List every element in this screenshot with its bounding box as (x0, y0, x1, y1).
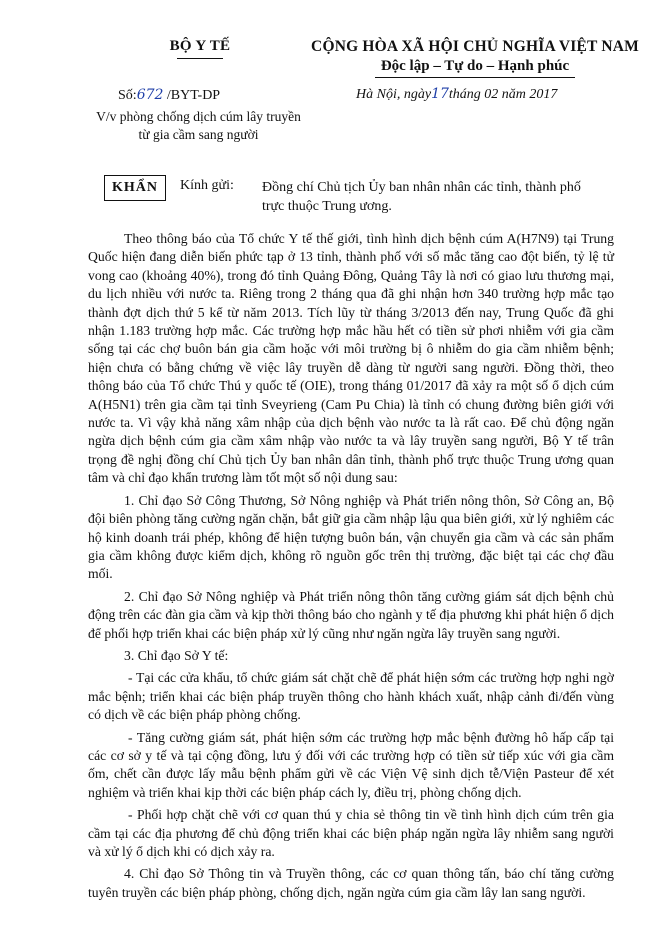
urgency-stamp: KHẨN (104, 175, 166, 201)
national-header-block (300, 38, 650, 78)
intro-paragraph: Theo thông báo của Tổ chức Y tế thế giới, tình hình dịch bệnh cúm A(H7N9) tại Trung Quốc hiện đang diễn biến phức tạp ở 13 tỉnh, thành phố với số mắc tăng cao đột biến, tỷ lệ tử vong cao (khoảng 40%), trong đó tỉnh Quảng Đông, Quảng Tây là nơi có giao lưu thương mại, du lịch nhiều với nước ta. Riêng trong 2 tháng qua đã ghi nhận hơn 340 trường hợp mắc tạo thành đợt dịch thứ 5 kể từ năm 2013. Tích lũy từ tháng 3/2013 đến nay, Trung Quốc đã ghi nhận 1.183 trường hợp mắc. Các trường hợp mắc hầu hết có tiền sử phơi nhiễm với gia cầm sống tại các chợ buôn bán gia cầm hoặc với môi trường bị ô nhiễm do gia cầm nhiễm bệnh; hiện chưa có bằng chứng về việc lây truyền dễ dàng từ người sang người. Đồng thời, theo thông báo của Tổ chức Thú y quốc tế (OIE), trong tháng 01/2017 đã xảy ra một số ổ dịch cúm A(H5N1) trên gia cầm tại tỉnh Sveyrieng (Cam Pu Chia) là tỉnh có chung đường biên giới với nước ta. Vì vậy khả năng xâm nhập của dịch bệnh vào nước ta là rất cao. Để chủ động ngăn ngừa dịch bệnh cúm gia cầm xâm nhập vào nước ta và lây truyền sang người, Bộ Y tế trân trọng đề nghị đồng chí Chủ tịch Ủy ban nhân dân tỉnh, thành phố trực thuộc Trung ương quan tâm và chỉ đạo khẩn trương làm tốt một số nội dung sau: (88, 231, 614, 486)
date-prefix: Hà Nội, ngày (356, 87, 432, 102)
document-number (118, 87, 220, 104)
national-motto: Độc lập – Tự do – Hạnh phúc (380, 58, 570, 74)
item-3-bullet-2: - Tăng cường giám sát, phát hiện sớm các trường hợp mắc bệnh đường hô hấp cấp tại các cơ sở y tế và tại cộng đồng, lưu ý đối với các trường hợp có tiền sử tiếp xúc với gia cầm ốm, chết cần được lấy mẫu bệnh phẩm gửi về các Viện Vệ sinh dịch tễ/Viện Pasteur để xét nghiệm và triển khai kịp thời các biện pháp cách ly, điều trị, phòng chống dịch. (88, 729, 614, 800)
issuing-agency: BỘ Y TẾ (169, 38, 231, 54)
issue-date (356, 86, 557, 103)
handwritten-day: 17 (431, 86, 449, 102)
document-body (88, 230, 614, 906)
motto-underline (375, 77, 575, 78)
recipient-text: Đồng chí Chủ tịch Ủy ban nhân nhân các tỉnh, thành phố trực thuộc Trung ương. (262, 180, 581, 214)
agency-underline (177, 58, 223, 59)
date-suffix: tháng 02 năm 2017 (448, 87, 558, 102)
item-2-paragraph: 2. Chỉ đạo Sở Nông nghiệp và Phát triển nông thôn tăng cường giám sát dịch bệnh chủ động trên các đàn gia cầm và kịp thời thông báo cho ngành y tế địa phương khi phát hiện ổ dịch để phối hợp triển khai các biện pháp xử lý cũng như ngăn ngừa lây truyền sang người. (88, 588, 614, 641)
document-number-prefix: Số: (118, 88, 137, 103)
item-3-bullet-3: - Phối hợp chặt chẽ với cơ quan thú y chia sẻ thông tin về tình hình dịch cúm trên gia cầm tại các địa phương để chủ động triển khai các biện pháp ngăn ngừa lây nhiễm sang người và xử lý ổ dịch khi có dịch xảy ra. (88, 807, 614, 859)
issuing-agency-block (100, 38, 300, 59)
item-3-heading: 3. Chỉ đạo Sở Y tế: (124, 647, 229, 663)
national-title: CỘNG HÒA XÃ HỘI CHỦ NGHĨA VIỆT NAM (311, 38, 639, 55)
item-1-paragraph: 1. Chỉ đạo Sở Công Thương, Sở Nông nghiệp và Phát triển nông thôn, Sở Công an, Bộ đội biên phòng tăng cường ngăn chặn, bắt giữ gia cầm nhập lậu qua biên giới, xử lý nghiêm các hộ kinh doanh trái phép, không để hiện tượng buôn bán, vận chuyển gia cầm và các sản phẩm gia cầm không được kiểm dịch, không rõ nguồn gốc trên thị trường, đặc biệt tại các chợ đầu mối. (88, 492, 614, 582)
item-4-paragraph: 4. Chỉ đạo Sở Thông tin và Truyền thông, các cơ quan thông tấn, báo chí tăng cường tuyên truyền các biện pháp phòng, chống dịch, ngăn ngừa cúm gia cầm lây lan sang người. (88, 866, 614, 900)
document-subject: V/v phòng chống dịch cúm lây truyền từ gia cầm sang người (96, 109, 301, 142)
handwritten-number: 672 (136, 87, 164, 103)
item-3-bullet-1: - Tại các cửa khẩu, tổ chức giám sát chặt chẽ để phát hiện sớm các trường hợp nghi ngờ mắc bệnh; triển khai các biện pháp truyền thông cho hành khách xuất, nhập cảnh đi/đến vùng có dịch về các biện pháp phòng chống. (88, 670, 614, 723)
document-number-suffix: /BYT-DP (163, 88, 221, 103)
recipient-label: Kính gửi: (180, 178, 234, 193)
